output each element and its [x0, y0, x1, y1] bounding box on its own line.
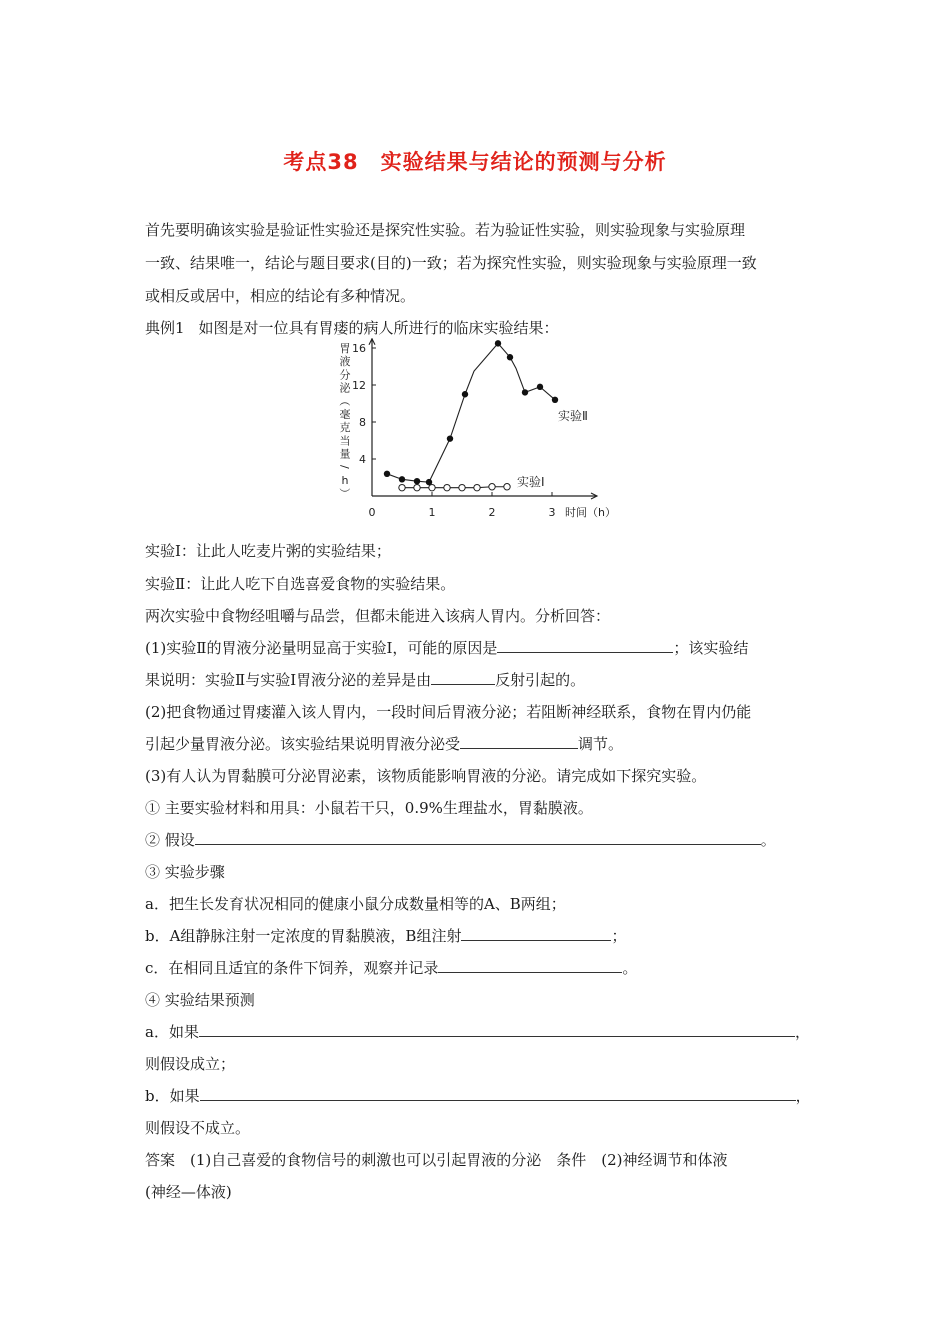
- predict-a-label: a．如果: [145, 1023, 199, 1041]
- y-tick-label: 16: [352, 342, 366, 355]
- data-point-filled: [537, 384, 543, 390]
- predict-b-result: 则假设不成立。: [145, 1119, 251, 1137]
- y-axis-title-char: 胃: [339, 342, 351, 355]
- data-point-hollow: [399, 484, 405, 490]
- y-axis-title-char: 泌: [339, 381, 351, 395]
- data-point-hollow: [459, 484, 465, 490]
- data-point-filled: [399, 476, 405, 482]
- predict-a: [145, 1022, 810, 1042]
- data-point-hollow: [444, 484, 450, 490]
- x-tick-label: 3: [548, 506, 556, 519]
- q1-text-b: ；该实验结: [673, 639, 749, 657]
- data-point-filled: [414, 478, 420, 484]
- data-point-hollow: [474, 484, 480, 490]
- hypothesis-end: 。: [760, 831, 776, 849]
- predict-b-end: ，: [795, 1087, 811, 1105]
- series-line-1: [387, 343, 555, 482]
- series-label-exp1: 实验Ⅰ: [517, 475, 545, 489]
- x-tick-label: 1: [428, 506, 436, 519]
- example-text: 如图是对一位具有胃瘘的病人所进行的临床实验结果：: [198, 319, 559, 337]
- gastric-secretion-chart: [325, 338, 625, 526]
- intro-line-1: 首先要明确该实验是验证性实验还是探究性实验。若为验证性实验，则实验现象与实验原理: [145, 221, 746, 239]
- title-number: 考点38: [283, 150, 359, 174]
- data-point-hollow: [429, 484, 435, 490]
- line-context: 两次实验中食物经咀嚼与品尝，但都未能进入该病人胃内。分析回答：: [145, 607, 611, 625]
- q3-line: (3)有人认为胃黏膜可分泌胃泌素，该物质能影响胃液的分泌。请完成如下探究实验。: [145, 767, 707, 785]
- data-point-filled: [495, 340, 501, 346]
- step-c-blank[interactable]: [438, 958, 622, 973]
- example-line: [145, 318, 559, 338]
- page-title: [0, 146, 950, 176]
- data-point-filled: [384, 471, 390, 477]
- q1-text-d: 反射引起的。: [495, 671, 586, 689]
- y-tick-label: 8: [359, 416, 366, 429]
- q1-blank-2[interactable]: [431, 670, 495, 685]
- y-axis-title-char: 液: [339, 355, 351, 369]
- example-label: 典例1: [145, 319, 185, 337]
- line-exp2: 实验Ⅱ：让此人吃下自选喜爱食物的实验结果。: [145, 575, 456, 593]
- chart-series-points: [384, 340, 558, 491]
- y-tick-label: 4: [359, 453, 366, 466]
- title-text: 实验结果与结论的预测与分析: [380, 150, 667, 174]
- step-c-text: c．在相同且适宜的条件下饲养，观察并记录: [145, 959, 439, 977]
- data-point-hollow: [489, 484, 495, 490]
- q1-text-a: (1)实验Ⅱ的胃液分泌量明显高于实验Ⅰ，可能的原因是: [145, 639, 498, 657]
- chart-labels: [517, 409, 588, 489]
- line-exp1: 实验Ⅰ：让此人吃麦片粥的实验结果；: [145, 542, 391, 560]
- q2-text-b: 调节。: [578, 735, 624, 753]
- y-axis-title-char: （: [338, 395, 351, 407]
- q3-hypothesis: [145, 830, 776, 850]
- y-axis-title-char: ）: [338, 487, 351, 499]
- data-point-filled: [507, 354, 513, 360]
- y-axis-title-char: 分: [339, 368, 351, 382]
- x-axis-title: 时间（h）: [565, 506, 616, 519]
- step-b: [145, 926, 626, 946]
- step-c: [145, 958, 637, 978]
- data-point-hollow: [414, 484, 420, 490]
- y-axis-title-char: /: [338, 464, 351, 469]
- step-b-text: b．A组静脉注射一定浓度的胃黏膜液，B组注射: [145, 927, 462, 945]
- predict-a-end: ，: [794, 1023, 810, 1041]
- q3-predict: ④ 实验结果预测: [145, 991, 255, 1009]
- step-b-end: ；: [611, 927, 627, 945]
- y-axis-title-char: h: [341, 474, 349, 487]
- y-axis-title-char: 毫: [339, 408, 351, 421]
- predict-a-result: 则假设成立；: [145, 1055, 236, 1073]
- data-point-hollow: [504, 484, 510, 490]
- data-point-filled: [462, 391, 468, 397]
- q2-line-2: [145, 734, 623, 754]
- data-point-filled: [522, 389, 528, 395]
- y-axis-title-char: 克: [339, 421, 351, 435]
- q2-text-a: 引起少量胃液分泌。该实验结果说明胃液分泌受: [145, 735, 461, 753]
- y-axis-title-char: 当: [339, 434, 351, 448]
- chart-ylabel: [338, 342, 352, 499]
- q2-line-1: (2)把食物通过胃瘘灌入该人胃内，一段时间后胃液分泌；若阻断神经联系，食物在胃内仍能: [145, 703, 752, 721]
- answer-line-1: 答案 (1)自己喜爱的食物信号的刺激也可以引起胃液的分泌 条件 (2)神经调节和体液: [145, 1151, 728, 1169]
- y-axis-title-char: 量: [339, 447, 351, 461]
- intro-line-2: 一致、结果唯一，结论与题目要求(目的)一致；若为探究性实验，则实验现象与实验原理一致: [145, 254, 757, 272]
- q3-steps: ③ 实验步骤: [145, 863, 225, 881]
- x-tick-label: 2: [488, 506, 496, 519]
- x-tick-label: 0: [368, 506, 376, 519]
- data-point-filled: [447, 435, 453, 441]
- q1-line-1: [145, 638, 748, 658]
- hypothesis-label: ② 假设: [145, 831, 195, 849]
- chart-series-lines: [387, 343, 555, 487]
- q1-text-c: 果说明：实验Ⅱ与实验Ⅰ胃液分泌的差异是由: [145, 671, 432, 689]
- hypothesis-blank[interactable]: [195, 830, 761, 845]
- step-b-blank[interactable]: [461, 926, 611, 941]
- predict-b-blank[interactable]: [200, 1086, 796, 1101]
- q3-materials: ① 主要实验材料和用具：小鼠若干只，0.9%生理盐水，胃黏膜液。: [145, 799, 593, 817]
- step-c-end: 。: [622, 959, 638, 977]
- q1-blank-1[interactable]: [497, 638, 673, 653]
- predict-b-label: b．如果: [145, 1087, 200, 1105]
- answer-line-2: (神经—体液): [145, 1183, 232, 1201]
- data-point-filled: [552, 397, 558, 403]
- intro-line-3: 或相反或居中，相应的结论有多种情况。: [145, 287, 416, 305]
- series-label-exp2: 实验Ⅱ: [558, 409, 588, 423]
- predict-a-blank[interactable]: [199, 1022, 795, 1037]
- q1-line-2: [145, 670, 585, 690]
- chart-ticks: [352, 342, 616, 519]
- predict-b: [145, 1086, 811, 1106]
- step-a: a．把生长发育状况相同的健康小鼠分成数量相等的A、B两组；: [145, 895, 566, 913]
- q2-blank[interactable]: [460, 734, 578, 749]
- y-tick-label: 12: [352, 379, 366, 392]
